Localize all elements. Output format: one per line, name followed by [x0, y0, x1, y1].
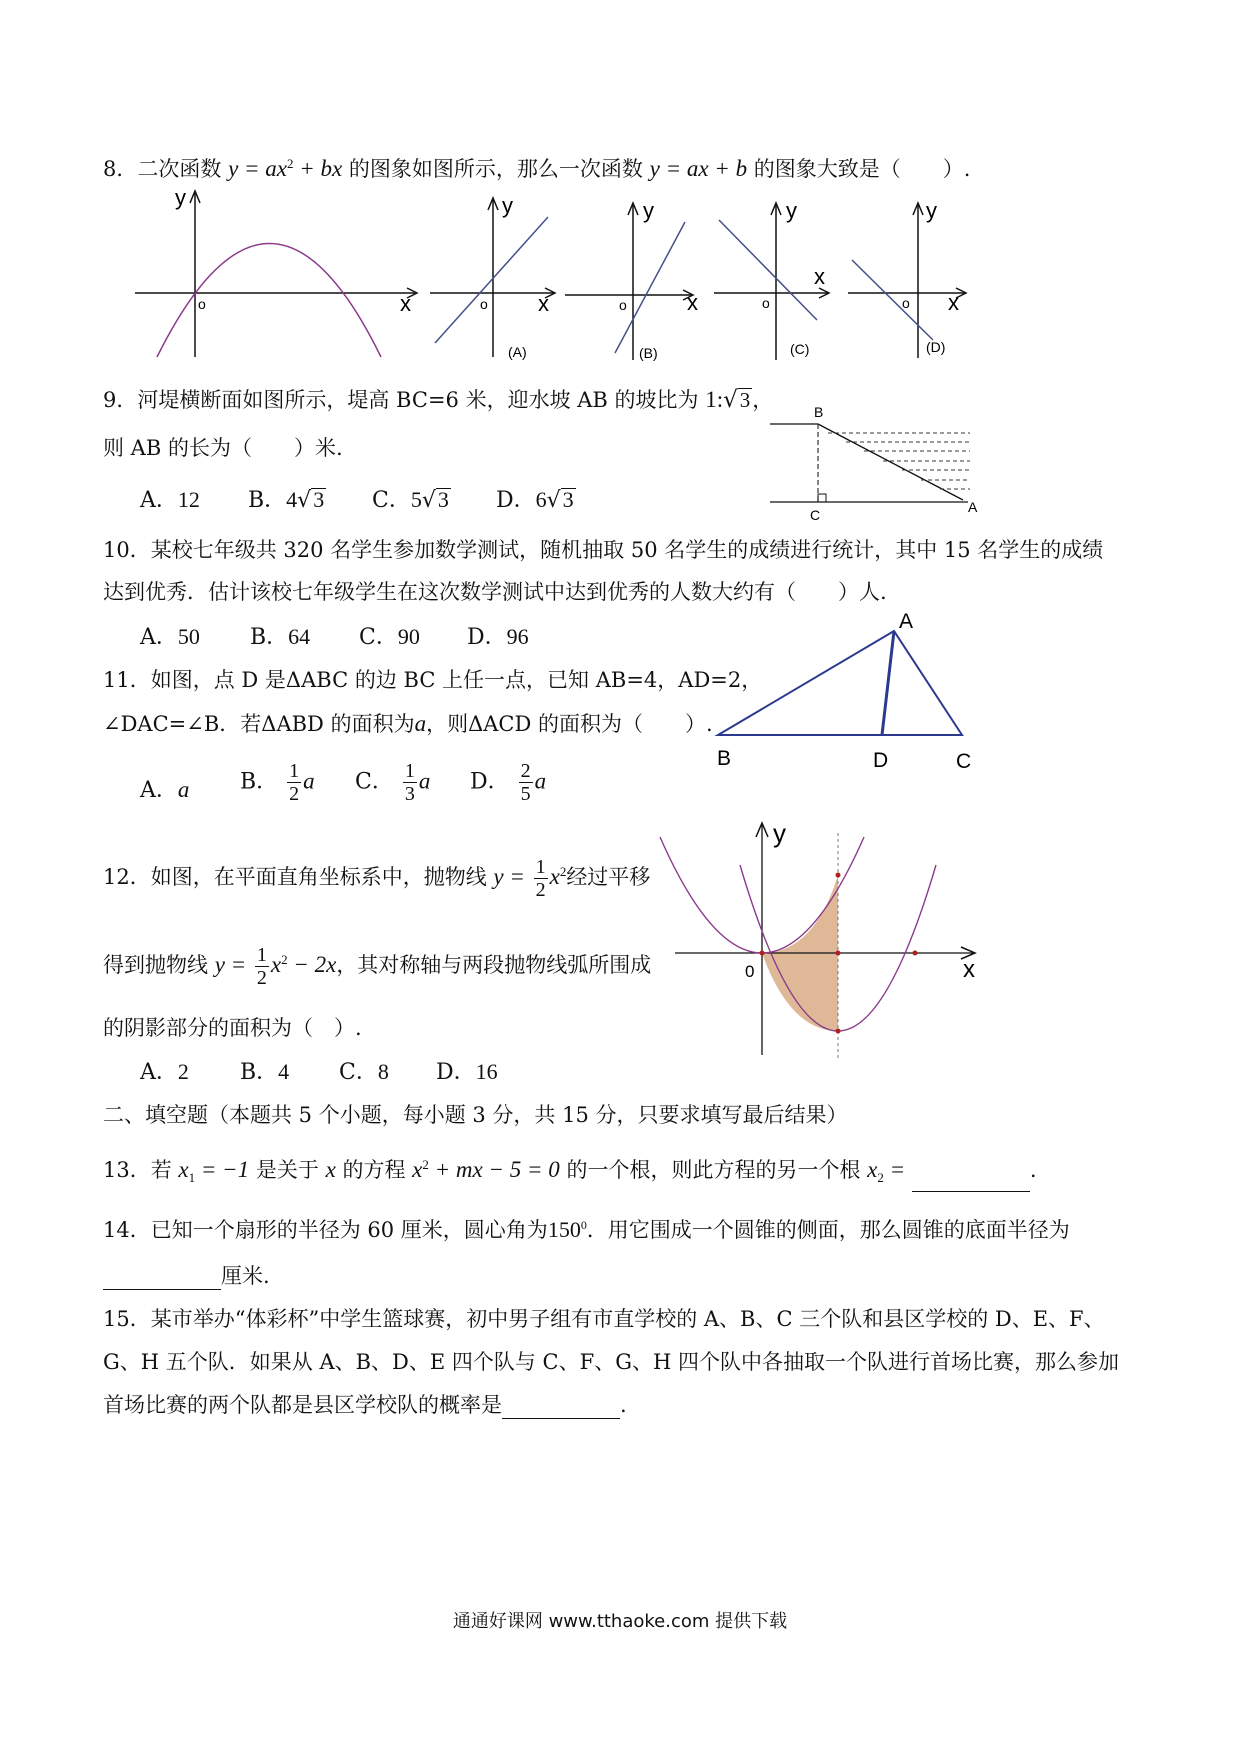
q14-answer-blank[interactable] [103, 1267, 221, 1290]
q9-option-b[interactable]: B．4√3 [248, 487, 325, 513]
q12-stem-line3: 的阴影部分的面积为（ ）. [103, 1016, 362, 1040]
svg-text:(C): (C) [790, 341, 810, 357]
svg-text:(A): (A) [508, 344, 527, 360]
q15-stem-line2: G、H 五个队．如果从 A、B、D、E 四个队与 C、F、G、H 四个队中各抽取一个队进行首场比赛，那么参加 [103, 1350, 1119, 1374]
q12-stem-line2: 得到抛物线 y = $\frac{1}{2}$ $x^2 - 2x$，其对称轴与两段抛物线弧所围成 [103, 944, 652, 989]
svg-text:y: y [926, 198, 937, 223]
q9-stem-line2: 则 AB 的长为（ ）米. [103, 436, 343, 460]
svg-text:C: C [810, 507, 821, 523]
svg-text:y: y [786, 198, 797, 223]
svg-text:x: x [814, 264, 825, 289]
q12-option-c[interactable]: C．8 [339, 1059, 389, 1085]
q11-stem-line2: ∠DAC=∠B．若ΔABD 的面积为a，则ΔACD 的面积为（ ）. [103, 711, 713, 736]
q8-option-b-figure [565, 198, 700, 368]
q10-option-d[interactable]: D．96 [467, 624, 529, 650]
q8-option-c-figure [714, 198, 839, 368]
svg-text:x: x [948, 290, 959, 315]
q15-stem-line1: 15．某市举办“体彩杯”中学生篮球赛，初中男子组有市直学校的 A、B、C 三个队和县区学校的 D、E、F、 [103, 1307, 1105, 1331]
q12-parabola-figure [655, 815, 990, 1065]
q9-option-a[interactable]: A．12 [140, 487, 200, 513]
svg-text:x: x [538, 291, 549, 316]
svg-text:o: o [762, 295, 770, 311]
svg-text:x: x [687, 290, 698, 315]
q10-stem-line2: 达到优秀．估计该校七年级学生在这次数学测试中达到优秀的人数大约有（ ）人. [103, 580, 887, 604]
q11-option-c[interactable]: C． $\frac{1}{3}$ a [355, 760, 431, 805]
q14-stem-line1: 14．已知一个扇形的半径为 60 厘米，圆心角为$150^0$．用它围成一个圆锥的侧面，那么圆锥的底面半径为 [103, 1217, 1070, 1242]
svg-text:o: o [198, 296, 206, 312]
svg-text:y: y [175, 185, 186, 210]
q12-stem-line1: 12．如图，在平面直角坐标系中，抛物线 y = $\frac{1}{2}$ $x^2$经过平移 [103, 856, 651, 901]
q10-option-b[interactable]: B．64 [250, 624, 311, 650]
svg-text:(B): (B) [639, 345, 658, 361]
svg-text:o: o [480, 296, 488, 312]
svg-text:x: x [963, 956, 975, 983]
q15-answer-blank[interactable] [502, 1396, 620, 1419]
q9-option-c[interactable]: C．5√3 [372, 487, 449, 513]
q11-stem-line1: 11．如图，点 D 是ΔABC 的边 BC 上任一点，已知 AB=4，AD=2， [103, 668, 763, 692]
q10-option-c[interactable]: C．90 [359, 624, 420, 650]
section-2-heading: 二、填空题（本题共 5 个小题，每小题 3 分，共 15 分，只要求填写最后结果） [103, 1103, 848, 1127]
q8-option-a-figure [430, 195, 560, 365]
q8-stem: 8．二次函数 $y = ax^2$ + bx 的图象如图所示，那么一次函数 y = ax + b 的图象大致是（ ）. [103, 156, 971, 181]
q12-option-a[interactable]: A．2 [140, 1059, 189, 1085]
q15-stem-line3: 首场比赛的两个队都是县区学校队的概率是 . [103, 1393, 627, 1417]
q9-stem-line1: 9．河堤横断面如图所示，堤高 BC=6 米，迎水坡 AB 的坡比为 1:√3， [103, 387, 774, 413]
q13-answer-blank[interactable] [912, 1169, 1030, 1192]
svg-text:(D): (D) [926, 339, 946, 355]
svg-text:y: y [773, 818, 786, 848]
q11-triangle-figure [712, 606, 982, 781]
q11-option-b[interactable]: B． $\frac{1}{2}$ a [240, 760, 315, 805]
q8-parabola-figure [135, 185, 425, 365]
svg-text:y: y [643, 198, 654, 223]
q13-stem: 13．若 $x_1 = -1$ 是关于 x 的方程 $x^2$ + mx − 5 = 0 的一个根，则此方程的另一个根 $x_2$ = . [103, 1151, 1037, 1192]
q12-option-b[interactable]: B．4 [240, 1059, 290, 1085]
svg-text:A: A [899, 610, 914, 633]
svg-text:o: o [619, 297, 627, 313]
svg-text:B: B [717, 747, 732, 770]
svg-text:y: y [502, 193, 513, 218]
svg-text:B: B [814, 404, 824, 420]
q10-stem-line1: 10．某校七年级共 320 名学生参加数学测试，随机抽取 50 名学生的成绩进行统计，其中 15 名学生的成绩 [103, 538, 1104, 562]
svg-text:C: C [956, 750, 972, 773]
q14-stem-line2: 厘米. [103, 1262, 270, 1290]
q11-option-d[interactable]: D． $\frac{2}{5}$ a [470, 760, 547, 805]
page-footer: 通通好课网 www.tthaoke.com 提供下载 [452, 1611, 788, 1632]
svg-text:x: x [400, 291, 411, 316]
svg-text:o: o [902, 295, 910, 311]
q8-option-d-figure [848, 198, 978, 368]
q9-option-d[interactable]: D．6√3 [496, 487, 574, 513]
q9-embankment-figure [768, 402, 988, 527]
svg-text:D: D [873, 749, 889, 772]
q11-option-a[interactable]: A．a [140, 777, 190, 803]
q12-option-d[interactable]: D．16 [436, 1059, 498, 1085]
q10-option-a[interactable]: A．50 [140, 624, 200, 650]
svg-text:A: A [968, 499, 978, 515]
svg-text:0: 0 [745, 962, 755, 981]
